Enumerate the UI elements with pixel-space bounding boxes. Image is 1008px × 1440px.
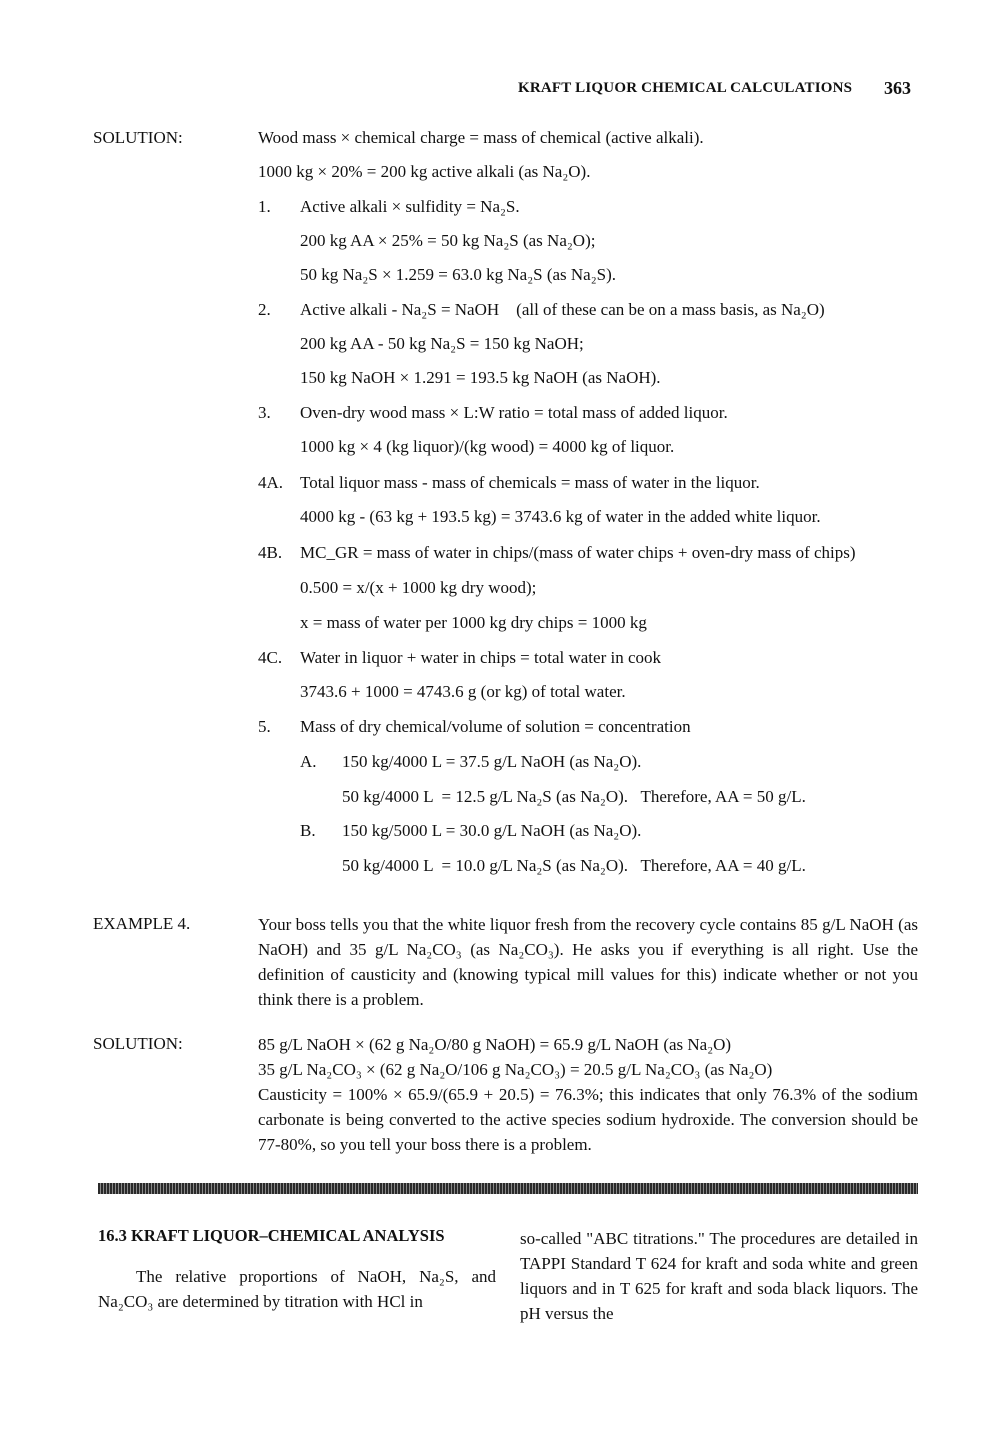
intro-line: Wood mass × chemical charge = mass of chemical (active alkali). (258, 128, 704, 147)
intro-line: 1000 kg × 20% = 200 kg active alkali (as Na₂O). (258, 162, 591, 181)
section-heading: 16.3 KRAFT LIQUOR–CHEMICAL ANALYSIS (98, 1226, 445, 1245)
solution-label: SOLUTION: (93, 128, 183, 147)
step-line: 3743.6 + 1000 = 4743.6 g (or kg) of total water. (300, 682, 626, 701)
step-line: Oven-dry wood mass × L:W ratio = total mass of added liquor. (300, 403, 728, 422)
step-number: 4C. (258, 648, 283, 667)
step-line: x = mass of water per 1000 kg dry chips = 1000 kg (300, 613, 647, 632)
step-number: 1. (258, 197, 271, 216)
section-left-text: The relative proportions of NaOH, Na₂S, and Na₂CO₃ are determined by titration with HCl in (98, 1267, 496, 1311)
section-right-text: so-called "ABC titrations." The procedures are detailed in TAPPI Standard T 624 for kraft and soda white and green liquors and in T 625 for kraft and soda black liquors. The pH versus the (520, 1229, 918, 1323)
step-line: Mass of dry chemical/volume of solution = concentration (300, 717, 691, 736)
step-number: 3. (258, 403, 271, 422)
step-line: 50 kg Na₂S × 1.259 = 63.0 kg Na₂S (as Na₂S). (300, 265, 617, 284)
solution-text (258, 1032, 918, 1157)
step-line: Active alkali × sulfidity = Na₂S. (300, 197, 520, 216)
solution-line: 35 g/L Na₂CO₃ × (62 g Na₂O/106 g Na₂CO₃) = 20.5 g/L Na₂CO₃ (as Na₂O) (258, 1060, 773, 1079)
page-number: 363 (884, 78, 911, 98)
running-title: KRAFT LIQUOR CHEMICAL CALCULATIONS (518, 80, 853, 96)
section-left-column (98, 1226, 496, 1314)
sub-step-line: 150 kg/5000 L = 30.0 g/L NaOH (as Na₂O). (342, 821, 642, 840)
step-line: 200 kg AA × 25% = 50 kg Na₂S (as Na₂O); (300, 231, 596, 250)
step-line: Water in liquor + water in chips = total water in cook (300, 648, 662, 667)
step-line: 0.500 = x/(x + 1000 kg dry wood); (300, 578, 537, 597)
step-line: 4000 kg - (63 kg + 193.5 kg) = 3743.6 kg of water in the added white liquor. (300, 507, 821, 526)
solution-label: SOLUTION: (93, 1034, 183, 1053)
sub-step-letter: A. (300, 752, 317, 771)
example-text (258, 912, 918, 1012)
solution-paragraph: Causticity = 100% × 65.9/(65.9 + 20.5) = 76.3%; this indicates that only 76.3% of the sodium carbonate is being converted to the active species sodium hydroxide. The conversion should be 77-80%, so you tell your boss there is a problem. (258, 1085, 918, 1154)
step-number: 4B. (258, 543, 283, 562)
step-line: MC_GR = mass of water in chips/(mass of water chips + oven-dry mass of chips) (300, 543, 856, 562)
solution-line: 85 g/L NaOH × (62 g Na₂O/80 g NaOH) = 65.9 g/L NaOH (as Na₂O) (258, 1035, 732, 1054)
step-line: Active alkali - Na₂S = NaOH (all of these can be on a mass basis, as Na₂O) (300, 300, 825, 319)
step-line: 200 kg AA - 50 kg Na₂S = 150 kg NaOH; (300, 334, 584, 353)
step-line: 1000 kg × 4 (kg liquor)/(kg wood) = 4000 kg of liquor. (300, 437, 675, 456)
sub-step-letter: B. (300, 821, 316, 840)
step-number: 4A. (258, 473, 284, 492)
step-line: 150 kg NaOH × 1.291 = 193.5 kg NaOH (as NaOH). (300, 368, 661, 387)
example-paragraph: Your boss tells you that the white liquor fresh from the recovery cycle contains 85 g/L NaOH (as NaOH) and 35 g/L Na₂CO₃ (as Na₂CO₃). He asks you if everything is all right. Use the definition of causticity and (knowing typical mill values for this) indicate whether or not you think there is a problem. (258, 915, 918, 1009)
example-label: EXAMPLE 4. (93, 914, 191, 933)
step-number: 5. (258, 717, 271, 736)
sub-step-line: 50 kg/4000 L = 12.5 g/L Na₂S (as Na₂O). Therefore, AA = 50 g/L. (342, 787, 806, 806)
step-line: Total liquor mass - mass of chemicals = mass of water in the liquor. (300, 473, 760, 492)
sub-step-line: 150 kg/4000 L = 37.5 g/L NaOH (as Na₂O). (342, 752, 642, 771)
sub-step-line: 50 kg/4000 L = 10.0 g/L Na₂S (as Na₂O). Therefore, AA = 40 g/L. (342, 856, 806, 875)
section-divider (98, 1183, 918, 1194)
step-number: 2. (258, 300, 271, 319)
